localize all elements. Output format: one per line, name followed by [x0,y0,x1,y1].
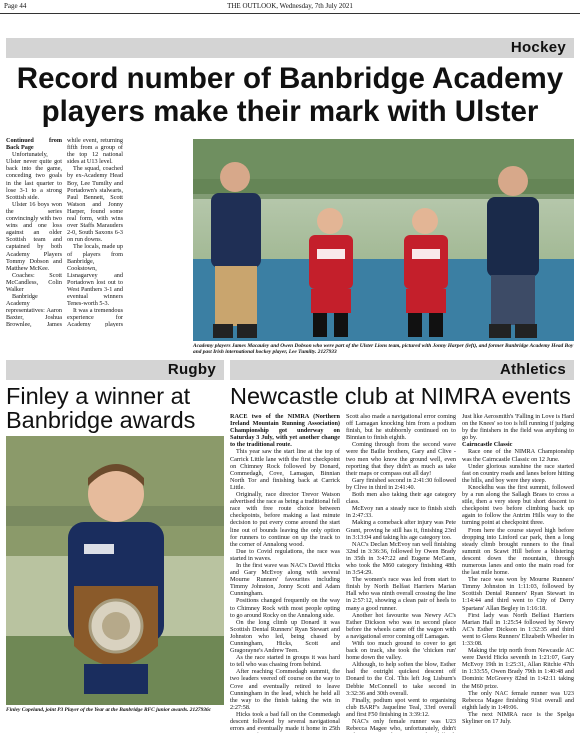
article-paragraph: The locals, made up of players from Banbridge, Cookstown, Lisnagarvey and Portadown lost out to West Panthers 3-1 and eventual winners Tenes-worth 5-3. [67,243,123,308]
article-paragraph: NAC's Declan McEvoy ran well finishing 32nd in 3:36:36, followed by Owen Brady in 35th in 3:47:22 and Eugene McCann, who took the M60 category finishing 48th in 3:54:29. [346,540,456,577]
article-paragraph: The next NIMRA race is the Spelga Skyliner on 17 July. [462,710,574,726]
rugby-award-photo [6,436,224,705]
article-paragraph: Unfortunately, Ulster never quite got back into the game, conceding two goals in the last quarter to lose 3-1 to a strong Scottish side. [6,151,62,201]
article-paragraph: The race was won by Mourne Runners' Timmy Johnston in 1:11:03, followed by Scottish Dental Runners' Ryan Stewart in 1:14:44 and third went to City of Derry Spartans' Allan Begley in 1:16:18. [462,576,574,612]
article-paragraph: NAC's only female runner was U23 Rebecca Magee who, unfortunately, didn't [346,718,456,733]
section-label-hockey: Hockey [510,39,566,56]
article-paragraph: With too much ground to cover to get back on track, she took the 'chicken run' home down the valley. [346,640,456,662]
section-label-athletics: Athletics [499,361,566,378]
article-paragraph: while event, returning fifth from a group of the top 12 national sides at U13 level. [67,137,123,166]
article-paragraph: Both men also taking their age category class. [346,491,456,506]
article-paragraph: Coming through from the second wave were the Bailie brothers, Gary and Clive - two men who know the ground well, even reporting that they didn't as much as take their maps or compass out all day! [346,441,456,477]
section-bar-rugby [6,360,224,380]
article-paragraph: This year saw the start line at the top of Carrick Little lane with the first checkpoint on Chimney Rock followed by Donard, Commedagh, Cove, Lamagan, Binnian North Tor and finishing back at Carrick Little. [230,448,340,491]
article-paragraph: Under glorious sunshine the race started fast on country roads and lanes before hitting the hills, and boy were they steep. [462,462,574,484]
article-paragraph: Knockdhu was the first summit, followed by a run along the Sallagh Braes to cross a stile, then a very steep but short descent to checkpoint two before climbing back up again to follow the Antrim Hills way to the turning point at checkpoint three. [462,483,574,527]
masthead: THE OUTLOOK, Wednesday, 7th July 2021 [227,2,353,10]
article-paragraph: The women's race was led from start to finish by North Belfast Harriers Marian Hall who was ninth overall crossing the line in 2:57:12, showing a clean pair of heels to many a good runner. [346,576,456,612]
article-paragraph: The only NAC female runner was U23 Rebecca Magee finishing 91st overall and eighth lady in 1:49:06. [462,689,574,711]
hockey-photo-caption: Academy players James Macauley and Owen Dobson who were part of the Ulster Lions team, pictured with Jonny Harper (left), and former Banbridge Academy Head Boy and past Irish international hockey player, Lee Tumilty. 2127933 [193,343,574,356]
hockey-continued-note: Continued from Back Page [6,137,62,152]
hockey-column-1 [6,137,62,327]
article-paragraph: On the long climb up Donard it was Scottish Dental Runners' Ryan Stewart and Johnston who led, being chased by Cunningham, Hicks, Scott and Gragorayne's Andrew Teen. [230,618,340,655]
article-paragraph: Coaches: Scott McCandless, Colin Walker [6,271,62,293]
rugby-headline [6,384,226,432]
hockey-headline-line2: players make their mark with Ulster [41,95,539,128]
article-paragraph: The squad, coached by ex-Academy Head Boy, Lee Tumilty and Portadown's stalwarts, Paul Bennett, Scott Watson and Jonny Harper, found some real form, with wins over Staffs Marauders 2-0, South Saxons 6-3 on run downs. [67,165,123,244]
article-paragraph: McEvoy ran a steady race to finish sixth in 2:47:33. [346,505,456,520]
rugby-photo-caption: Finley Copeland, joint P3 Player of the Year at the Banbridge RFC junior awards. 2127936c [6,707,212,713]
section-bar-athletics [230,360,574,380]
section-bar-hockey [6,38,574,58]
article-paragraph: It was a tremendous experience for Academy players [67,307,123,327]
article-paragraph: Making the trip north from Newcastle AC were David Hicks seventh in 1:21:07, Gary McEvoy 19th in 1:25:31, Allan Ritchie 47th in 1:33:55, Owen Brady 79th in 1:40:48 and Dominic McGreevy 82nd in 1:42:11 taking the M60 prize. [462,647,574,690]
athletics-column-1 [230,413,340,733]
article-paragraph: Originally, race director Trevor Watson advertised the race as being a traditional fell race with free route choice between checkpoints, before making a last minute decision to put every come around the start line out of bounds leaving the only option for runners to continue on up the track to the corner of Annalong wood. [230,491,340,548]
rugby-headline-line1: Finley a winner at [6,383,191,409]
rugby-headline-line2: Banbridge awards [6,407,196,433]
article-paragraph: Banbridge Academy representatives: Aaron Baxter, Joshua Brownlee, James [6,293,62,327]
section-label-rugby: Rugby [167,361,216,378]
article-paragraph: Positions changed frequently on the way to Chimney Rock with most people opting to go around Rocky on the Annalong side. [230,597,340,619]
rugby-photo-illustration [6,436,224,705]
article-paragraph: Making a comeback after injury was Pete Grant, proving he still has it, finishing 23rd in 3:13:04 and taking his age category too. [346,519,456,541]
article-paragraph: Finally, podium spot went to organising club BARF's Jaqueline Teal, 33rd overall and first F50 finishing in 3:39:12. [346,696,456,718]
athletics-column-3 [462,413,574,733]
hockey-headline [6,62,574,128]
hockey-team-photo [193,139,574,341]
hockey-headline-line1: Record number of Banbridge Academy [16,62,564,95]
article-paragraph: Hicks took a bad fall on the Commedagh descent followed by several navigational errors and eventually made it home in 25th [230,710,340,733]
hockey-photo-illustration [193,139,574,341]
page-number: Page 44 [4,2,27,10]
hockey-column-2 [67,137,123,327]
article-paragraph: After reaching Commedagh summit, the two leaders veered off course on the way to Cove and eventually retired to leave Cunningham in the lead, which he held all the way to the finish taking the win in 2:27:58. [230,668,340,711]
article-paragraph: Scott also made a navigational error coming off Lamagan knocking him from a podium finish, but he stubbornly continued on to Binnian to finish eighth. [346,413,456,442]
article-paragraph: As the race started in groups it was hard to tell who was chasing from behind. [230,654,340,669]
article-paragraph: Due to Covid regulations, the race was started in waves. [230,547,340,562]
article-paragraph: Ulster 16 boys won the series convincingly with two wins and one loss against an older Scottish team and captained by both Academy Players Tommy Dobson and Matthew McKee. [6,200,62,272]
article-paragraph: Gary finished second in 2:41:30 followed by Clive in third in 2:41:40. [346,476,456,491]
article-paragraph: Another hot favourite was Newry AC's Esther Dickson who was in second place before the wheels came off the wagon with a navigational error coming off Lamagan. [346,611,456,640]
athletics-headline: Newcastle club at NIMRA events [230,383,571,409]
article-paragraph: In the first wave was NAC's David Hicks and Gary McEvoy along with several Mourne Runners' favourites including Timmy Johnston, Jonny Scott and Adam Cunningham. [230,561,340,598]
article-paragraph: Although, to help soften the blow, Esther had the outright quickest descent off Donard to the Col. This left Jog Lisburn's Debbie McConnell to take second in 3:32:36 and 30th overall. [346,661,456,697]
article-paragraph: From here the course stayed high before dropping into Linford car park, then a long steady climb brought runners to the final summit on Scawt Hill before a blistering descent down the mountain, through numerous lanes and onto the main road for the last mile home. [462,526,574,577]
page-header [0,0,580,14]
athletics-lead-paragraph: RACE two of the NIMRA (Northern Ireland Mountain Running Association) Championship got underway on Saturday 3 July, with yet another change to the traditional route. [230,413,340,449]
athletics-subhead-cairncastle: Cairncastle Classic [462,441,513,449]
athletics-column-2 [346,413,456,733]
article-paragraph: Just like Aerosmith's 'Falling in Love is Hard on the Knees' so too is hill running if judging by the finishers in the field was anything to go by. [462,413,574,442]
article-paragraph: First lady was North Belfast Harriers Marian Hall in 1:25:54 followed by Newry AC's Esther Dickson in 1:32:35 and third went to Glens Runners' Elizabeth Wheeler in 1:33:08. [462,611,574,647]
article-paragraph: Race one of the NIMRA Championship was the Cairncastle Classic on 12 June. [462,448,574,463]
